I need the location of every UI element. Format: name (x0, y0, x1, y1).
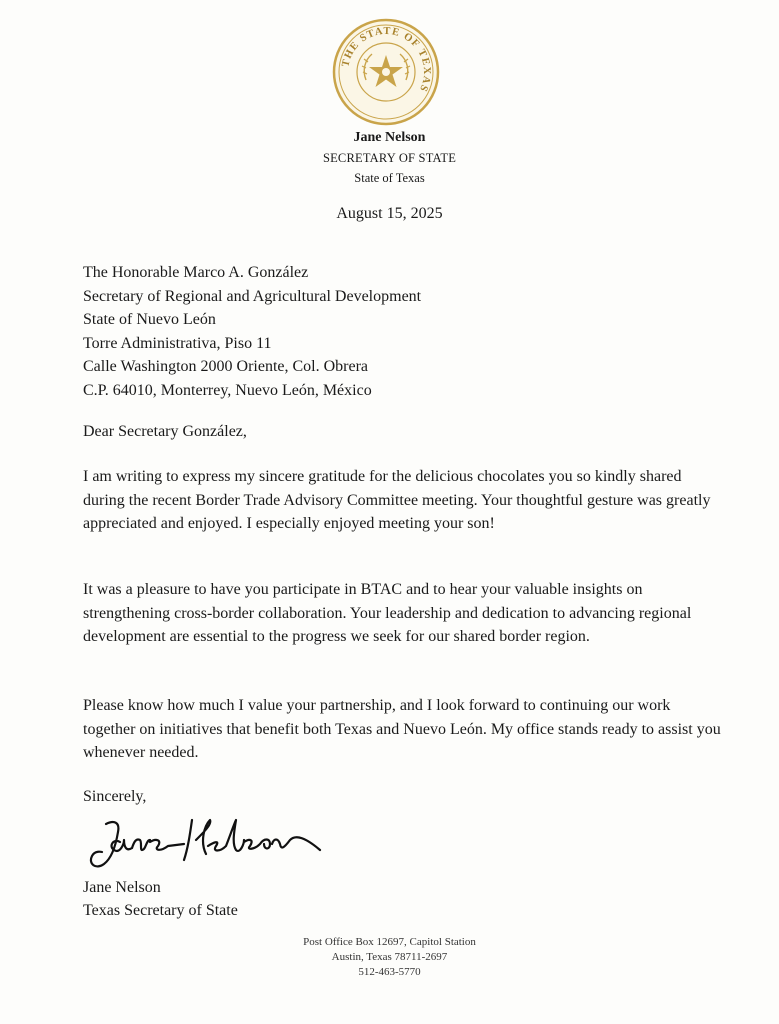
address-line: State of Nuevo León (83, 311, 216, 329)
letter-date: August 15, 2025 (336, 205, 443, 222)
footer-address-line-2: Austin, Texas 78711-2697 (331, 951, 448, 963)
recipient-address (83, 261, 421, 403)
body-paragraph-1: I am writing to express my sincere gratitude for the delicious chocolates you so kindly shared during the recent Border Trade Advisory Committee meeting. Your thoughtful gesture was greatly appreciated and enjoyed. I especially enjoyed meeting your son! (83, 468, 711, 533)
footer-address-line-1: Post Office Box 12697, Capitol Station (303, 936, 476, 948)
address-line: C.P. 64010, Monterrey, Nuevo León, México (83, 381, 372, 399)
signatory-title: Texas Secretary of State (83, 902, 238, 919)
footer-phone: 512-463-5770 (358, 966, 421, 978)
signatory-name: Jane Nelson (83, 879, 161, 896)
body-paragraph-2: It was a pleasure to have you participate in BTAC and to hear your valuable insights on strengthening cross-border collaboration. Your leadership and dedication to advancing regional development are essential to the progress we seek for our shared border region. (83, 581, 692, 646)
letterhead-state: State of Texas (354, 171, 425, 185)
body-paragraph-3: Please know how much I value your partnership, and I look forward to continuing our work together on initiatives that benefit both Texas and Nuevo León. My office stands ready to assist you whenever needed. (83, 697, 721, 762)
salutation: Dear Secretary González, (83, 423, 247, 440)
letterhead-title: SECRETARY OF STATE (322, 151, 457, 165)
address-line: Secretary of Regional and Agricultural Development (83, 287, 422, 305)
address-line: Calle Washington 2000 Oriente, Col. Obrera (83, 358, 369, 376)
closing: Sincerely, (83, 788, 147, 805)
handwritten-signature (84, 810, 344, 872)
address-line: Torre Administrativa, Piso 11 (83, 334, 272, 352)
svg-text:THE STATE OF TEXAS: THE STATE OF TEXAS (340, 25, 433, 94)
texas-state-seal-icon (332, 18, 440, 126)
letterhead-name: Jane Nelson (353, 130, 426, 145)
address-line: The Honorable Marco A. González (83, 264, 309, 281)
